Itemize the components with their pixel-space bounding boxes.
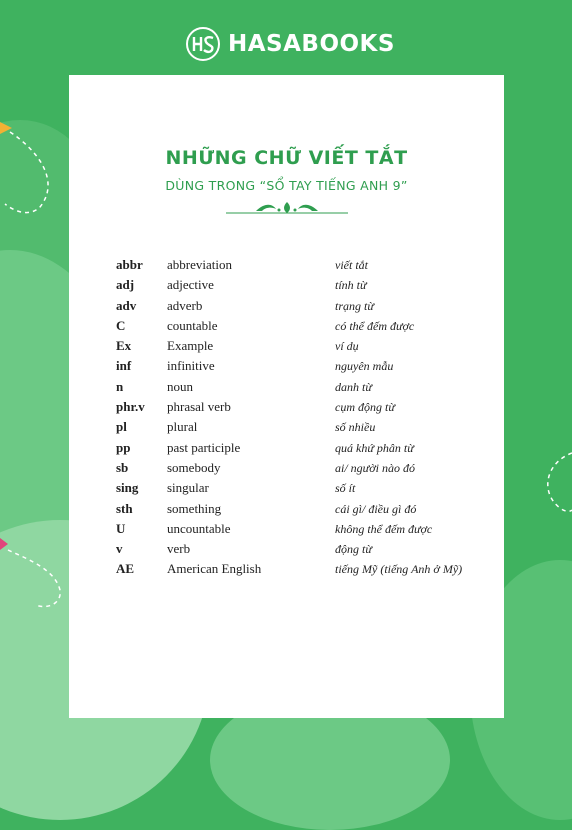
table-row <box>116 316 496 336</box>
dashed-curve-decoration <box>0 530 70 620</box>
vietnamese-cell: nguyên mẫu <box>335 359 394 374</box>
vietnamese-cell: cái gì/ điều gì đó <box>335 501 417 516</box>
hasabooks-logo <box>186 26 395 62</box>
table-row <box>116 438 496 458</box>
english-cell: adjective <box>167 277 214 293</box>
table-row <box>116 377 496 397</box>
abbr-cell: inf <box>116 358 132 374</box>
vietnamese-cell: trạng từ <box>335 298 374 313</box>
abbreviation-table <box>116 255 496 580</box>
abbr-cell: adv <box>116 297 137 313</box>
english-cell: past participle <box>167 439 241 455</box>
abbr-cell: U <box>116 520 126 536</box>
english-cell: verb <box>167 541 191 557</box>
vietnamese-cell: có thể đếm được <box>335 318 415 333</box>
table-row <box>116 539 496 559</box>
table-row <box>116 255 496 275</box>
english-cell: singular <box>167 480 209 496</box>
flourish-divider-icon <box>226 201 348 217</box>
dashed-curve-decoration <box>0 112 70 222</box>
abbr-cell: sth <box>116 500 133 516</box>
vietnamese-cell: không thể đếm được <box>335 521 433 536</box>
vietnamese-cell: tiếng Mỹ (tiếng Anh ở Mỹ) <box>335 562 463 577</box>
english-cell: infinitive <box>167 358 215 374</box>
abbr-cell: n <box>116 378 124 394</box>
page-title: NHỮNG CHỮ VIẾT TẮT <box>165 147 408 169</box>
table-row <box>116 499 496 519</box>
page-subtitle: DÙNG TRONG “SỔ TAY TIẾNG ANH 9” <box>165 178 408 193</box>
abbr-cell: sb <box>116 459 129 475</box>
table-row <box>116 397 496 417</box>
vietnamese-cell: danh từ <box>335 379 372 394</box>
english-cell: abbreviation <box>167 257 232 272</box>
table-row <box>116 519 496 539</box>
english-cell: adverb <box>167 297 203 313</box>
table-row <box>116 336 496 356</box>
english-cell: somebody <box>167 459 221 475</box>
abbr-cell: abbr <box>116 257 143 272</box>
abbr-cell: sing <box>116 480 139 496</box>
page-sheet <box>69 75 504 718</box>
dashed-curve-decoration <box>540 448 572 518</box>
english-cell: plural <box>167 419 198 435</box>
abbr-cell: C <box>116 317 126 333</box>
vietnamese-cell: tính từ <box>335 278 367 293</box>
english-cell: American English <box>167 561 262 577</box>
table-row <box>116 478 496 498</box>
english-cell: Example <box>167 338 214 354</box>
vietnamese-cell: viết tắt <box>335 258 368 272</box>
abbr-cell: v <box>116 541 123 557</box>
vietnamese-cell: ví dụ <box>335 339 359 354</box>
english-cell: noun <box>167 378 193 394</box>
vietnamese-cell: số ít <box>335 481 356 496</box>
table-row <box>116 458 496 478</box>
abbr-cell: Ex <box>116 338 132 354</box>
abbr-cell: AE <box>116 561 135 577</box>
brand-name: HASABOOKS <box>228 31 395 57</box>
abbr-cell: adj <box>116 277 135 293</box>
english-cell: countable <box>167 317 218 333</box>
english-cell: phrasal verb <box>167 399 231 415</box>
vietnamese-cell: cụm động từ <box>335 400 395 415</box>
vietnamese-cell: quá khứ phân từ <box>335 440 414 455</box>
english-cell: something <box>167 500 222 516</box>
table-row <box>116 356 496 376</box>
abbr-cell: pp <box>116 439 131 455</box>
abbr-cell: pl <box>116 419 127 435</box>
hs-logo-icon <box>186 27 220 61</box>
table-row <box>116 559 496 579</box>
english-cell: uncountable <box>167 520 231 536</box>
vietnamese-cell: động từ <box>335 542 372 557</box>
vietnamese-cell: số nhiều <box>335 420 376 435</box>
abbr-cell: phr.v <box>116 399 145 415</box>
vietnamese-cell: ai/ người nào đó <box>335 460 415 475</box>
table-row <box>116 275 496 295</box>
table-row <box>116 296 496 316</box>
table-row <box>116 417 496 437</box>
